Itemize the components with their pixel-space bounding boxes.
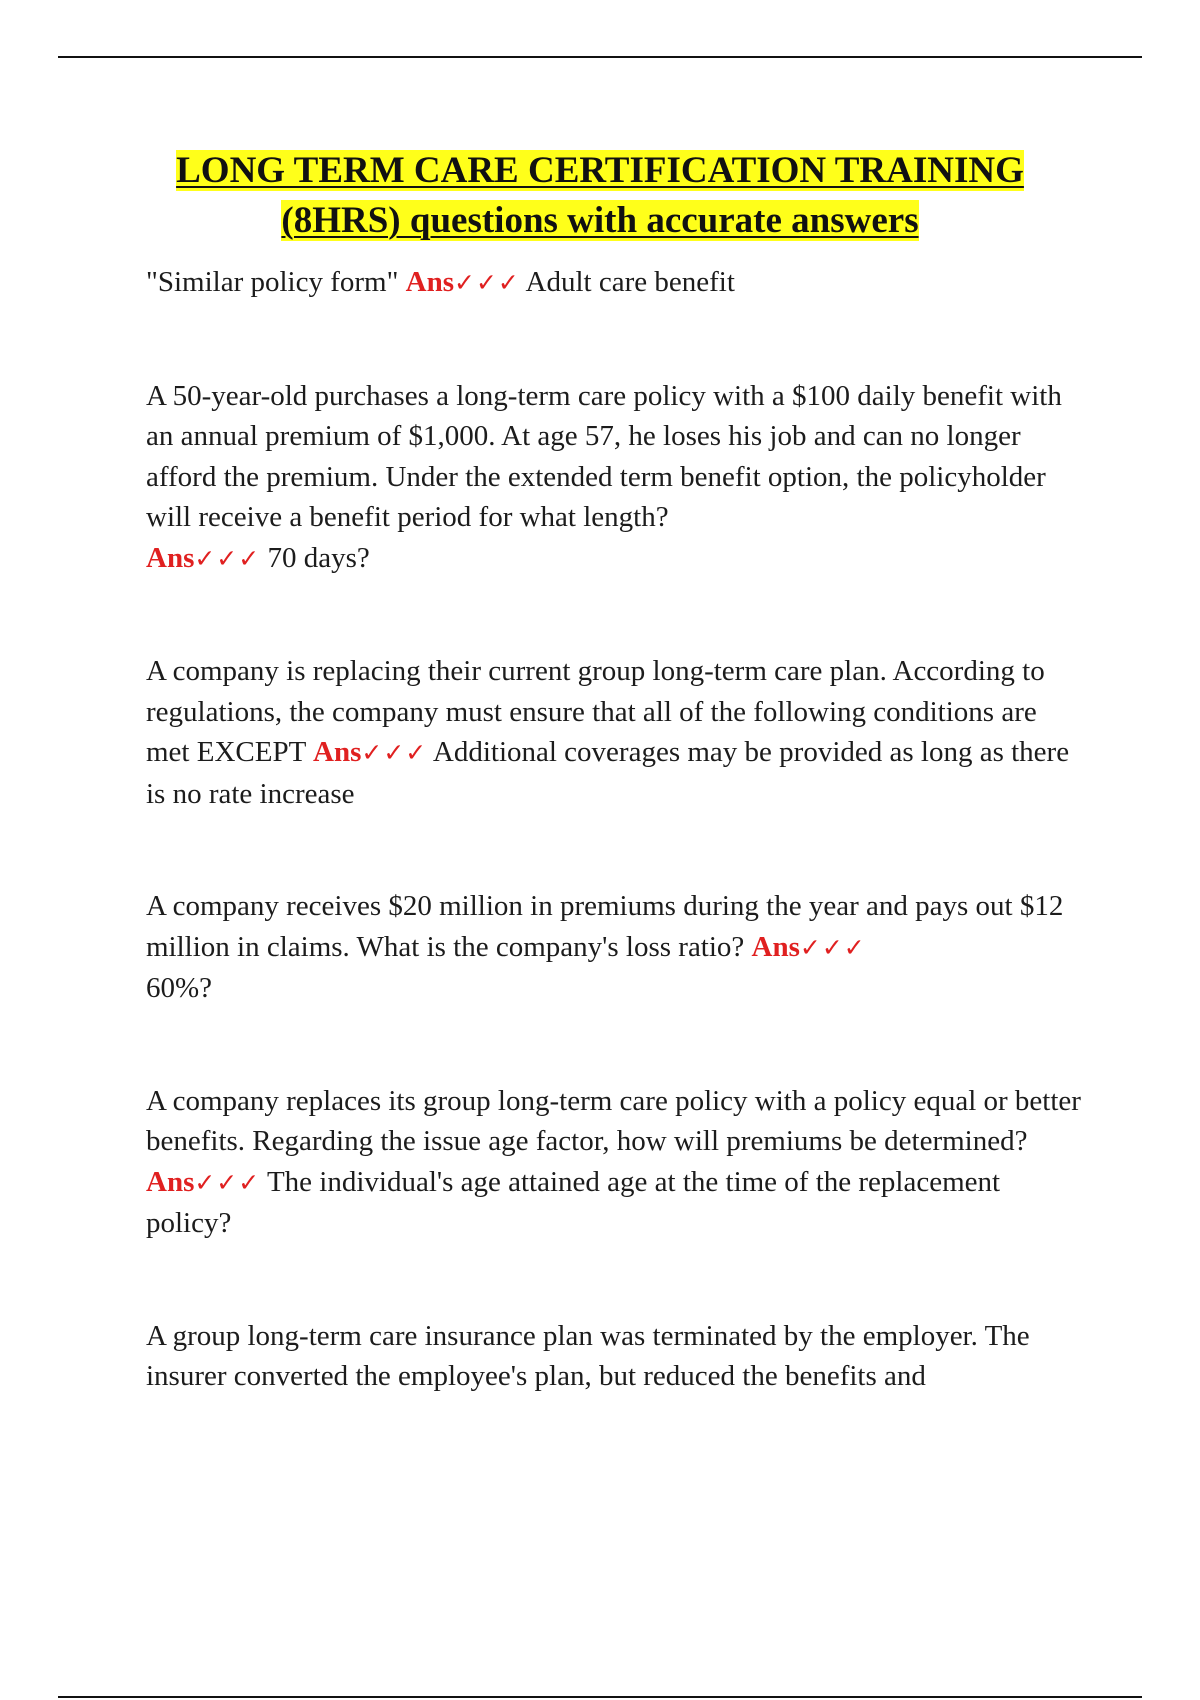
checkmark-icon: ✓✓✓	[361, 738, 428, 767]
question-text: A group long-term care insurance plan was terminated by the employer. The insurer converted the employee's plan, but reduced the benefits and	[146, 1319, 1030, 1392]
header-rule	[58, 56, 1142, 58]
title-line-2: (8HRS) questions with accurate answers	[281, 200, 919, 241]
qa-item	[146, 1081, 1086, 1244]
answer-marker: Ans	[146, 1165, 195, 1198]
qa-list	[146, 262, 1086, 1469]
answer-text: The individual's age attained age at the time of the replacement policy?	[146, 1165, 1001, 1239]
answer-marker: Ans	[405, 266, 455, 298]
checkmark-icon: ✓✓✓	[799, 932, 866, 962]
question-text: A company is replacing their current group long-term care plan. According to regulations, the company must ensure that all of the following conditions are met EXCEPT	[146, 655, 1045, 768]
checkmark-icon: ✓✓✓	[194, 543, 261, 573]
title-line-1: LONG TERM CARE CERTIFICATION TRAINING	[176, 150, 1024, 191]
question-text: A 50-year-old purchases a long-term care policy with a $100 daily benefit with an annual premium of $1,000. At age 57, he loses his job and can no longer afford the premium. Under the extended term benefit option, the policyholder will receive a benefit period for what length?	[146, 379, 1062, 533]
qa-item	[146, 886, 1086, 1009]
qa-item	[146, 1316, 1086, 1397]
document-title	[0, 146, 1200, 246]
qa-item	[146, 376, 1086, 580]
qa-item	[146, 262, 1086, 304]
checkmark-icon: ✓✓✓	[194, 1167, 261, 1197]
qa-item	[146, 651, 1086, 814]
question-text: A company receives $20 million in premiums during the year and pays out $12 million in claims. What is the company's loss ratio?	[146, 890, 1064, 963]
answer-text: 60%?	[146, 972, 213, 1004]
answer-text: Adult care benefit	[525, 266, 735, 298]
footer-rule	[58, 1696, 1142, 1698]
checkmark-icon: ✓✓✓	[454, 268, 520, 297]
answer-marker: Ans	[751, 930, 800, 963]
answer-marker: Ans	[313, 736, 362, 768]
question-text: A company replaces its group long-term care policy with a policy equal or better benefits. Regarding the issue age factor, how will premiums be determined?	[146, 1084, 1081, 1157]
question-text: "Similar policy form"	[146, 266, 399, 298]
answer-text: 70 days?	[267, 541, 370, 574]
answer-text: Additional coverages may be provided as long as there is no rate increase	[146, 736, 1070, 810]
answer-marker: Ans	[146, 541, 195, 574]
